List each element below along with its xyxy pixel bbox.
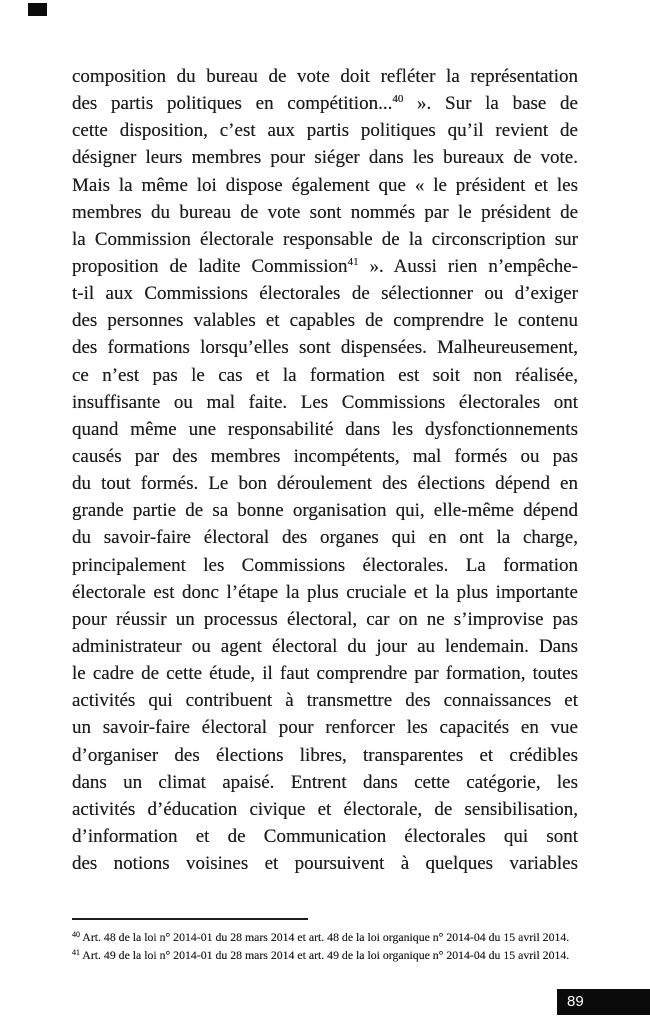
text-segment: des formations lorsqu’elles sont dispensées. Malheureusement, [72, 337, 578, 359]
text-line [72, 823, 578, 850]
text-segment: cette disposition, c’est aux partis politiques qu’il revient de [72, 120, 578, 142]
text-segment: composition du bureau de vote doit refléter la représentation [72, 66, 578, 87]
text-segment: ». Aussi rien n’empêche- [358, 255, 578, 277]
text-segment: activités d’éducation civique et électorale, de sensibilisation, [72, 798, 578, 820]
text-segment: le cadre de cette étude, il faut comprendre par formation, toutes [72, 663, 578, 685]
text-segment: des notions voisines et poursuivent à quelques variables [72, 853, 578, 875]
text-segment: quand même une responsabilité dans les dysfonctionnements [72, 418, 578, 440]
footnote-reference: 40 [392, 93, 404, 106]
text-line [72, 769, 578, 796]
text-line [72, 579, 578, 606]
text-line [72, 253, 578, 280]
text-segment: insuffisante ou mal faite. Les Commissions électorales ont [72, 391, 578, 413]
footnote-reference: 41 [347, 255, 359, 268]
text-segment: ». Sur la base de [403, 93, 578, 115]
scan-corner-mark [28, 3, 47, 16]
text-line [72, 660, 578, 687]
text-line [72, 199, 578, 226]
text-line [72, 172, 578, 199]
footnote-marker: 40 [72, 930, 80, 939]
footnote-marker: 41 [72, 948, 80, 958]
text-segment: activités qui contribuent à transmettre des connaissances et [72, 690, 578, 712]
text-line [72, 307, 578, 334]
footnote-text: Art. 49 de la loi n° 2014-01 du 28 mars 2014 et art. 49 de la loi organique n° 2014-04 du 15 avril 2014. [80, 948, 570, 963]
page-number-box [557, 989, 650, 1015]
text-line [72, 606, 578, 633]
text-segment: désigner leurs membres pour siéger dans les bureaux de vote. [72, 147, 578, 169]
text-line [72, 389, 578, 416]
footnotes [72, 928, 592, 964]
text-segment: t-il aux Commissions électorales de sélectionner ou d’exiger [72, 283, 578, 305]
text-segment: du savoir-faire électoral des organes qui en ont la charge, [72, 527, 578, 549]
text-line [72, 90, 578, 117]
text-segment: causés par des membres incompétents, mal formés ou pas [72, 445, 578, 467]
text-segment: principalement les Commissions électorales. La formation [72, 554, 578, 576]
text-line [72, 714, 578, 741]
text-line [72, 117, 578, 144]
text-segment: ce n’est pas le cas et la formation est soit non réalisée, [72, 364, 578, 386]
text-segment: un savoir-faire électoral pour renforcer les capacités en vue [72, 717, 578, 739]
text-line [72, 633, 578, 660]
text-segment: d’information et de Communication électorales qui sont [72, 825, 578, 847]
text-segment: Mais la même loi dispose également que « le président et les [72, 174, 578, 196]
body-paragraph [72, 63, 578, 877]
text-line [72, 687, 578, 714]
text-segment: membres du bureau de vote sont nommés par le président de [72, 201, 578, 223]
footnote-item [72, 946, 592, 964]
text-line [72, 552, 578, 579]
text-segment: proposition de ladite Commission [72, 255, 348, 277]
text-segment: des personnes valables et capables de comprendre le contenu [72, 310, 578, 332]
text-line [72, 334, 578, 361]
text-segment: grande partie de sa bonne organisation qui, elle-même dépend [72, 500, 578, 522]
page-number: 89 [567, 993, 584, 1010]
footnote-text: Art. 48 de la loi n° 2014-01 du 28 mars 2014 et art. 48 de la loi organique n° 2014-04 du 15 avril 2014. [80, 930, 570, 944]
text-line [72, 280, 578, 307]
text-segment: des partis politiques en compétition... [72, 93, 393, 115]
footnote-item [72, 928, 592, 946]
text-line [72, 226, 578, 253]
text-line [72, 144, 578, 171]
text-line [72, 850, 578, 877]
text-segment: du tout formés. Le bon déroulement des élections dépend en [72, 473, 578, 495]
text-line [72, 796, 578, 823]
text-line [72, 497, 578, 524]
text-line [72, 443, 578, 470]
text-line [72, 524, 578, 551]
footnote-separator [72, 918, 308, 920]
text-segment: électorale est donc l’étape la plus cruciale et la plus importante [72, 581, 578, 603]
text-line [72, 63, 578, 90]
text-segment: pour réussir un processus électoral, car on ne s’improvise pas [72, 608, 578, 630]
text-segment: administrateur ou agent électoral du jour au lendemain. Dans [72, 635, 578, 657]
text-line [72, 362, 578, 389]
text-segment: la Commission électorale responsable de la circonscription sur [72, 228, 578, 250]
text-line [72, 416, 578, 443]
text-line [72, 742, 578, 769]
text-segment: d’organiser des élections libres, transparentes et crédibles [72, 744, 578, 766]
text-line [72, 470, 578, 497]
text-segment: dans un climat apaisé. Entrent dans cette catégorie, les [72, 771, 578, 793]
